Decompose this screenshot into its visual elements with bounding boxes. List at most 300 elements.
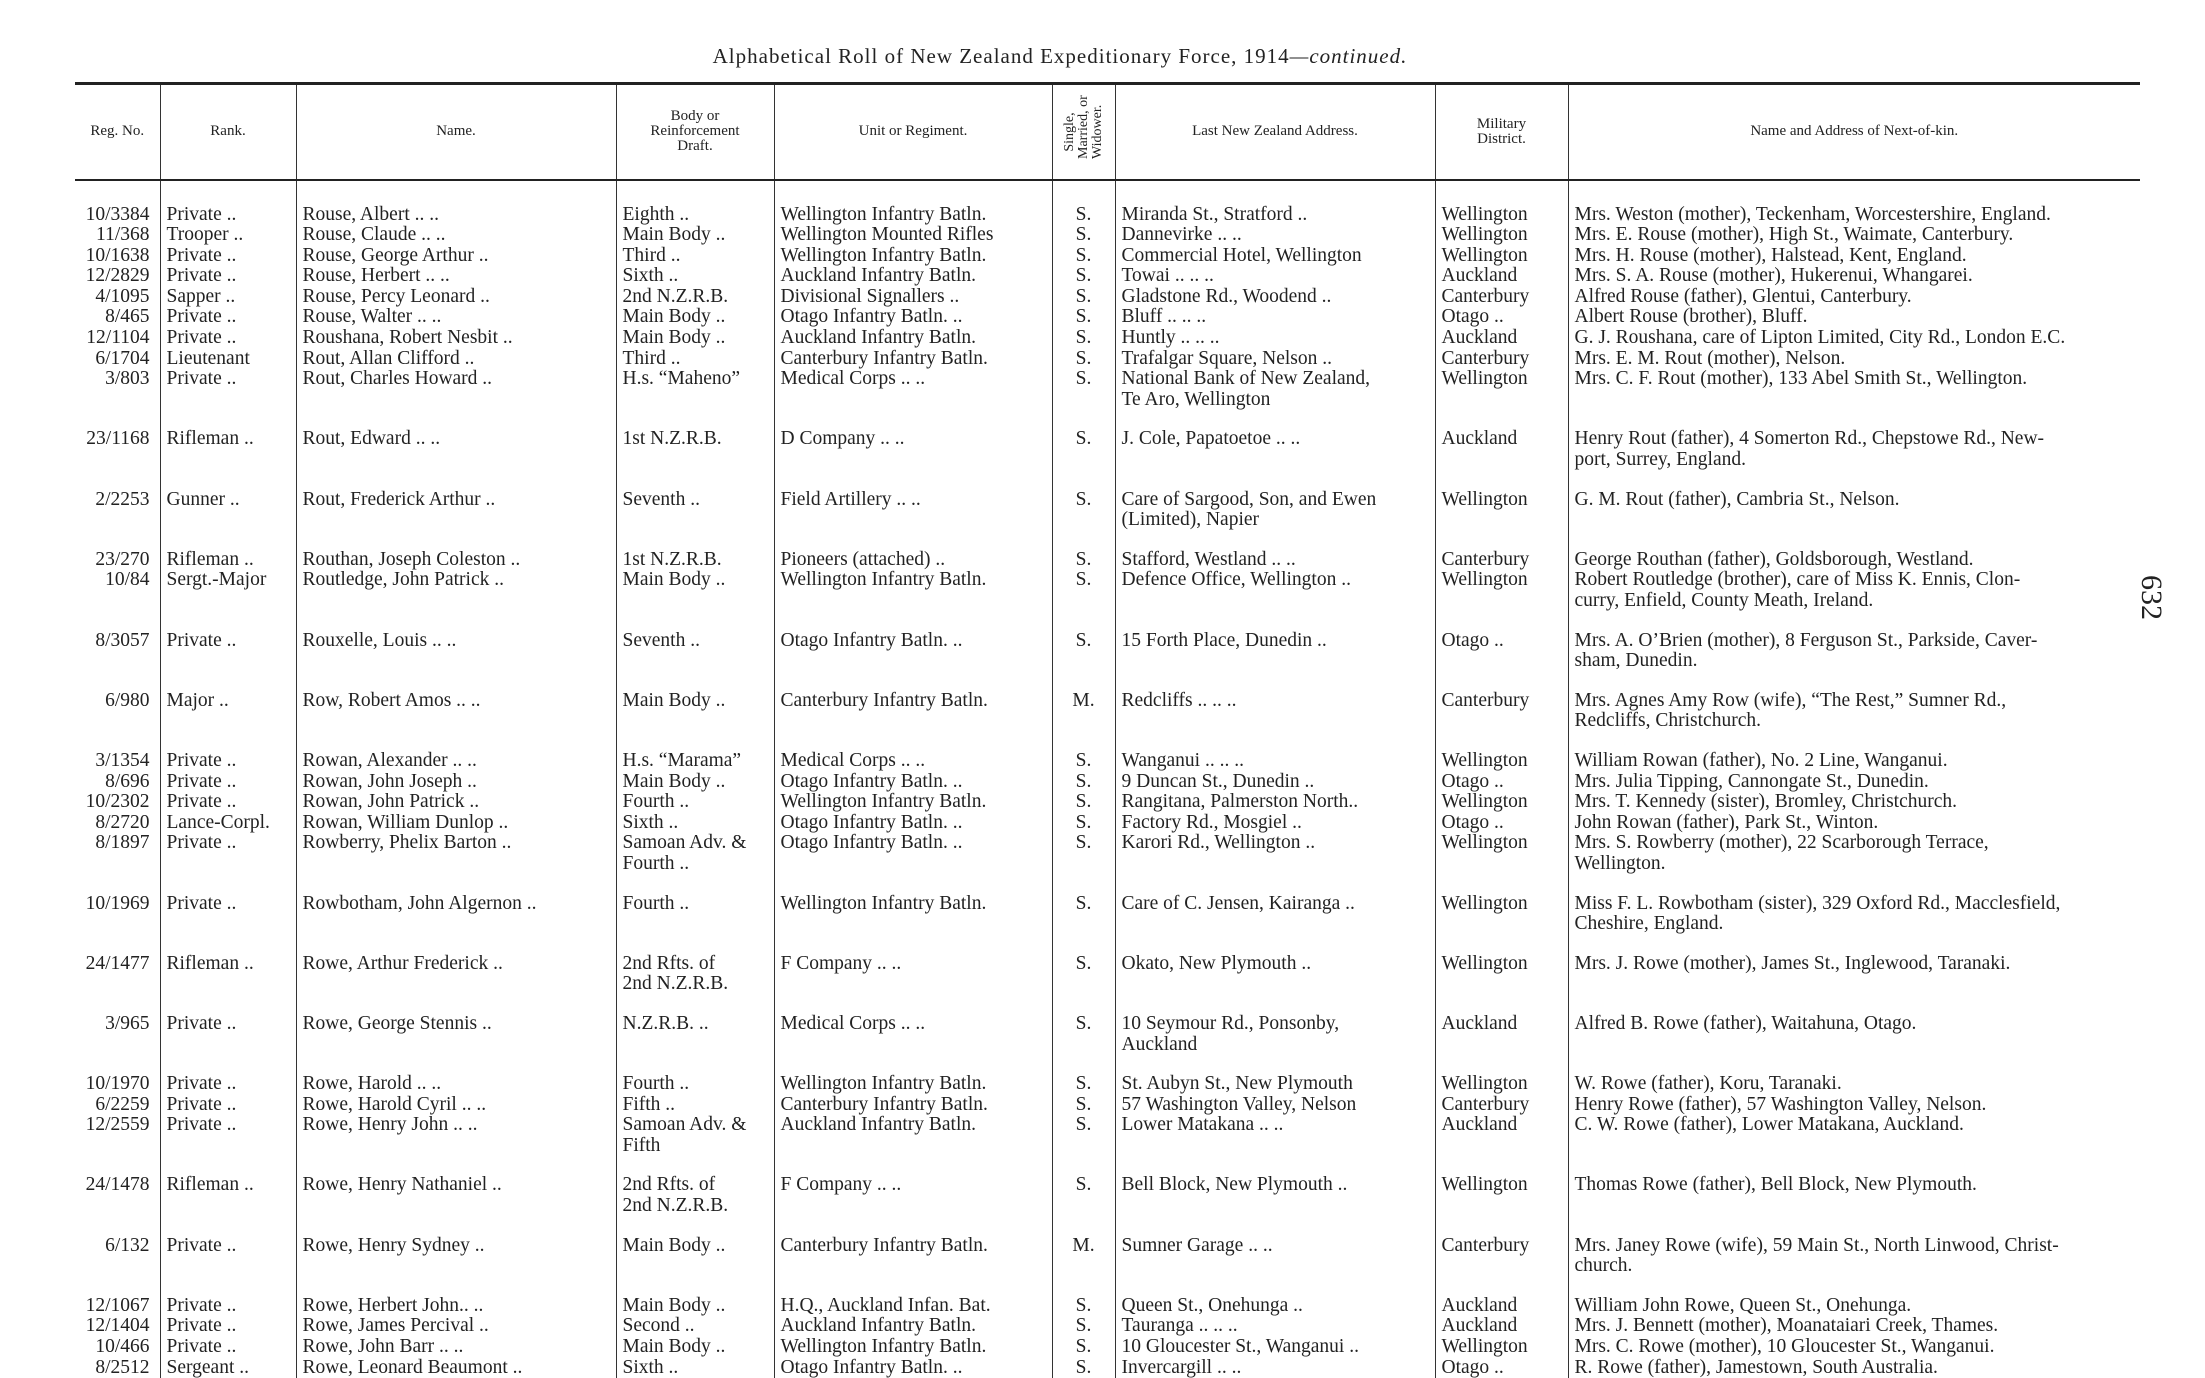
cell-reg-no: 6/1704 [75,349,160,370]
cell-next-of-kin: Mrs. A. O’Brien (mother), 8 Ferguson St., Parkside, Caver- sham, Dunedin. [1568,612,2140,672]
cell-unit: Field Artillery .. .. [774,471,1052,531]
cell-district: Wellington [1435,1337,1568,1358]
cell-reg-no: 6/132 [75,1217,160,1277]
table-row [75,792,2140,813]
cell-reg-no: 3/1354 [75,732,160,772]
cell-district: Wellington [1435,1055,1568,1095]
cell-name: Routledge, John Patrick .. [296,570,616,611]
cell-name: Rowe, Herbert John.. .. [296,1277,616,1317]
cell-next-of-kin: Henry Rowe (father), 57 Washington Valley, Nelson. [1568,1095,2140,1116]
table-row [75,995,2140,1055]
cell-draft: Main Body .. [616,772,774,793]
cell-district: Wellington [1435,570,1568,611]
cell-status: S. [1052,349,1115,370]
cell-name: Rowe, John Barr .. .. [296,1337,616,1358]
cell-unit: Otago Infantry Batln. .. [774,1358,1052,1378]
cell-district: Canterbury [1435,672,1568,732]
table-row [75,328,2140,349]
cell-district: Canterbury [1435,1217,1568,1277]
cell-rank: Lance-Corpl. [160,813,296,834]
cell-unit: D Company .. .. [774,410,1052,470]
cell-name: Rowe, Henry Nathaniel .. [296,1156,616,1216]
cell-next-of-kin: Mrs. Weston (mother), Teckenham, Worcestershire, England. [1568,180,2140,226]
cell-status: S. [1052,1115,1115,1156]
cell-reg-no: 8/696 [75,772,160,793]
cell-status: S. [1052,225,1115,246]
cell-status: S. [1052,471,1115,531]
cell-address: 9 Duncan St., Dunedin .. [1115,772,1435,793]
cell-rank: Private .. [160,833,296,874]
cell-draft: Main Body .. [616,672,774,732]
cell-name: Rout, Allan Clifford .. [296,349,616,370]
cell-status: S. [1052,328,1115,349]
cell-district: Wellington [1435,875,1568,935]
cell-draft: Second .. [616,1316,774,1337]
cell-rank: Private .. [160,266,296,287]
cell-rank: Rifleman .. [160,935,296,995]
cell-draft: Samoan Adv. & Fifth [616,1115,774,1156]
table-row [75,410,2140,470]
table-row [75,369,2140,410]
col-header-name: Name. [296,84,616,180]
cell-district: Canterbury [1435,1095,1568,1116]
cell-next-of-kin: Mrs. S. A. Rouse (mother), Hukerenui, Whangarei. [1568,266,2140,287]
cell-name: Rout, Edward .. .. [296,410,616,470]
cell-name: Rowe, Henry John .. .. [296,1115,616,1156]
cell-status: S. [1052,792,1115,813]
cell-status: S. [1052,410,1115,470]
col-header-draft [616,84,774,180]
cell-next-of-kin: Mrs. H. Rouse (mother), Halstead, Kent, England. [1568,246,2140,267]
col-header-address: Last New Zealand Address. [1115,84,1435,180]
table-row [75,875,2140,935]
cell-address: Sumner Garage .. .. [1115,1217,1435,1277]
cell-rank: Private .. [160,1337,296,1358]
cell-unit: Wellington Infantry Batln. [774,1337,1052,1358]
cell-address: Huntly .. .. .. [1115,328,1435,349]
cell-next-of-kin: Mrs. Agnes Amy Row (wife), “The Rest,” Sumner Rd., Redcliffs, Christchurch. [1568,672,2140,732]
cell-address: Miranda St., Stratford .. [1115,180,1435,226]
cell-district: Auckland [1435,1277,1568,1317]
cell-rank: Private .. [160,612,296,672]
cell-unit: F Company .. .. [774,1156,1052,1216]
cell-draft: Fifth .. [616,1095,774,1116]
cell-next-of-kin: George Routhan (father), Goldsborough, Westland. [1568,531,2140,571]
cell-next-of-kin: Mrs. T. Kennedy (sister), Bromley, Christchurch. [1568,792,2140,813]
cell-district: Wellington [1435,180,1568,226]
table-row [75,672,2140,732]
cell-draft: Fourth .. [616,875,774,935]
cell-unit: Canterbury Infantry Batln. [774,672,1052,732]
cell-draft: 2nd Rfts. of 2nd N.Z.R.B. [616,1156,774,1216]
cell-district: Auckland [1435,328,1568,349]
table-row [75,732,2140,772]
cell-draft: Sixth .. [616,813,774,834]
page-number: 632 [2134,575,2168,620]
cell-draft: Sixth .. [616,266,774,287]
cell-status: S. [1052,287,1115,308]
cell-status: S. [1052,570,1115,611]
cell-rank: Gunner .. [160,471,296,531]
cell-district: Otago .. [1435,1358,1568,1378]
cell-unit: H.Q., Auckland Infan. Bat. [774,1277,1052,1317]
cell-status: M. [1052,1217,1115,1277]
cell-address: Lower Matakana .. .. [1115,1115,1435,1156]
cell-draft: Fourth .. [616,1055,774,1095]
cell-reg-no: 10/466 [75,1337,160,1358]
cell-reg-no: 10/2302 [75,792,160,813]
table-row [75,307,2140,328]
cell-name: Rouse, Claude .. .. [296,225,616,246]
cell-address: Stafford, Westland .. .. [1115,531,1435,571]
cell-unit: Wellington Infantry Batln. [774,1055,1052,1095]
cell-address: Bell Block, New Plymouth .. [1115,1156,1435,1216]
cell-rank: Sergeant .. [160,1358,296,1378]
cell-unit: Auckland Infantry Batln. [774,1115,1052,1156]
cell-address: Gladstone Rd., Woodend .. [1115,287,1435,308]
cell-draft: Third .. [616,349,774,370]
cell-unit: Auckland Infantry Batln. [774,328,1052,349]
cell-reg-no: 10/1970 [75,1055,160,1095]
cell-name: Rowe, Arthur Frederick .. [296,935,616,995]
cell-next-of-kin: Henry Rout (father), 4 Somerton Rd., Chepstowe Rd., New- port, Surrey, England. [1568,410,2140,470]
cell-next-of-kin: R. Rowe (father), Jamestown, South Australia. [1568,1358,2140,1378]
cell-reg-no: 8/465 [75,307,160,328]
cell-status: S. [1052,246,1115,267]
table-row [75,246,2140,267]
cell-reg-no: 3/965 [75,995,160,1055]
table-row [75,1316,2140,1337]
cell-status: S. [1052,813,1115,834]
cell-draft: Seventh .. [616,612,774,672]
cell-next-of-kin: Mrs. J. Rowe (mother), James St., Inglewood, Taranaki. [1568,935,2140,995]
cell-district: Otago .. [1435,813,1568,834]
cell-draft: Sixth .. [616,1358,774,1378]
cell-reg-no: 23/270 [75,531,160,571]
cell-reg-no: 12/2829 [75,266,160,287]
col-header-next-of-kin: Name and Address of Next-of-kin. [1568,84,2140,180]
cell-draft: H.s. “Marama” [616,732,774,772]
table-row [75,1115,2140,1156]
roll-table-container [75,82,2140,1378]
col-header-district-text: Military District. [1440,117,1564,147]
cell-reg-no: 12/2559 [75,1115,160,1156]
cell-rank: Rifleman .. [160,410,296,470]
cell-unit: Auckland Infantry Batln. [774,1316,1052,1337]
cell-next-of-kin: Miss F. L. Rowbotham (sister), 329 Oxford Rd., Macclesfield, Cheshire, England. [1568,875,2140,935]
cell-next-of-kin: W. Rowe (father), Koru, Taranaki. [1568,1055,2140,1095]
cell-rank: Private .. [160,180,296,226]
cell-next-of-kin: Robert Routledge (brother), care of Miss K. Ennis, Clon- curry, Enfield, County Meath, Ireland. [1568,570,2140,611]
table-row [75,180,2140,226]
cell-name: Rouse, Walter .. .. [296,307,616,328]
table-row [75,833,2140,874]
cell-name: Rowan, Alexander .. .. [296,732,616,772]
table-row [75,813,2140,834]
cell-name: Rowbotham, John Algernon .. [296,875,616,935]
cell-unit: Wellington Infantry Batln. [774,792,1052,813]
cell-name: Rowe, Henry Sydney .. [296,1217,616,1277]
cell-rank: Lieutenant [160,349,296,370]
cell-name: Roushana, Robert Nesbit .. [296,328,616,349]
cell-unit: Otago Infantry Batln. .. [774,833,1052,874]
cell-name: Rouse, George Arthur .. [296,246,616,267]
cell-reg-no: 12/1067 [75,1277,160,1317]
cell-district: Otago .. [1435,307,1568,328]
cell-next-of-kin: William Rowan (father), No. 2 Line, Wanganui. [1568,732,2140,772]
cell-reg-no: 12/1104 [75,328,160,349]
cell-address: 10 Seymour Rd., Ponsonby, Auckland [1115,995,1435,1055]
cell-address: Invercargill .. .. [1115,1358,1435,1378]
cell-rank: Private .. [160,369,296,410]
table-row [75,1095,2140,1116]
cell-next-of-kin: G. J. Roushana, care of Lipton Limited, City Rd., London E.C. [1568,328,2140,349]
col-header-district [1435,84,1568,180]
cell-unit: Wellington Infantry Batln. [774,246,1052,267]
cell-name: Row, Robert Amos .. .. [296,672,616,732]
cell-reg-no: 2/2253 [75,471,160,531]
cell-unit: Medical Corps .. .. [774,995,1052,1055]
cell-unit: Medical Corps .. .. [774,732,1052,772]
table-row [75,1156,2140,1216]
cell-district: Canterbury [1435,531,1568,571]
cell-status: S. [1052,369,1115,410]
cell-rank: Rifleman .. [160,531,296,571]
cell-status: S. [1052,772,1115,793]
cell-unit: Otago Infantry Batln. .. [774,307,1052,328]
cell-address: Dannevirke .. .. [1115,225,1435,246]
cell-status: S. [1052,935,1115,995]
cell-draft: N.Z.R.B. .. [616,995,774,1055]
cell-address: Trafalgar Square, Nelson .. [1115,349,1435,370]
cell-address: Care of C. Jensen, Kairanga .. [1115,875,1435,935]
cell-draft: Main Body .. [616,307,774,328]
cell-next-of-kin: William John Rowe, Queen St., Onehunga. [1568,1277,2140,1317]
cell-district: Wellington [1435,225,1568,246]
cell-status: S. [1052,1277,1115,1317]
cell-rank: Private .. [160,328,296,349]
cell-draft: 1st N.Z.R.B. [616,531,774,571]
cell-next-of-kin: Mrs. S. Rowberry (mother), 22 Scarborough Terrace, Wellington. [1568,833,2140,874]
cell-draft: H.s. “Maheno” [616,369,774,410]
cell-unit: Canterbury Infantry Batln. [774,1095,1052,1116]
cell-status: S. [1052,531,1115,571]
table-row [75,349,2140,370]
cell-status: S. [1052,1337,1115,1358]
cell-status: S. [1052,833,1115,874]
cell-status: S. [1052,180,1115,226]
cell-district: Auckland [1435,1316,1568,1337]
cell-reg-no: 8/2720 [75,813,160,834]
cell-draft: 2nd N.Z.R.B. [616,287,774,308]
cell-name: Rowe, George Stennis .. [296,995,616,1055]
cell-rank: Private .. [160,1277,296,1317]
cell-unit: Pioneers (attached) .. [774,531,1052,571]
cell-status: S. [1052,995,1115,1055]
cell-district: Auckland [1435,410,1568,470]
cell-name: Rowberry, Phelix Barton .. [296,833,616,874]
cell-name: Routhan, Joseph Coleston .. [296,531,616,571]
cell-name: Rouse, Albert .. .. [296,180,616,226]
cell-address: Redcliffs .. .. .. [1115,672,1435,732]
cell-status: S. [1052,1055,1115,1095]
cell-rank: Trooper .. [160,225,296,246]
cell-name: Rowe, Harold Cyril .. .. [296,1095,616,1116]
cell-rank: Sapper .. [160,287,296,308]
cell-status: S. [1052,732,1115,772]
cell-name: Rowan, John Joseph .. [296,772,616,793]
cell-address: Bluff .. .. .. [1115,307,1435,328]
table-row [75,612,2140,672]
cell-address: Wanganui .. .. .. [1115,732,1435,772]
cell-address: Commercial Hotel, Wellington [1115,246,1435,267]
cell-next-of-kin: Alfred Rouse (father), Glentui, Canterbury. [1568,287,2140,308]
cell-rank: Private .. [160,1316,296,1337]
roll-table [75,82,2140,1378]
cell-unit: Wellington Infantry Batln. [774,570,1052,611]
cell-reg-no: 24/1478 [75,1156,160,1216]
col-header-status [1052,84,1115,180]
table-row [75,1337,2140,1358]
cell-status: S. [1052,1156,1115,1216]
table-row [75,772,2140,793]
cell-reg-no: 6/2259 [75,1095,160,1116]
cell-name: Rowan, William Dunlop .. [296,813,616,834]
cell-district: Canterbury [1435,287,1568,308]
cell-status: S. [1052,1095,1115,1116]
cell-reg-no: 23/1168 [75,410,160,470]
cell-name: Rouse, Percy Leonard .. [296,287,616,308]
cell-status: S. [1052,307,1115,328]
cell-address: National Bank of New Zealand, Te Aro, Wellington [1115,369,1435,410]
cell-next-of-kin: G. M. Rout (father), Cambria St., Nelson. [1568,471,2140,531]
cell-rank: Private .. [160,1115,296,1156]
cell-district: Otago .. [1435,612,1568,672]
page-title [0,44,2120,69]
cell-reg-no: 4/1095 [75,287,160,308]
cell-unit: Otago Infantry Batln. .. [774,612,1052,672]
cell-district: Wellington [1435,935,1568,995]
table-row [75,570,2140,611]
cell-address: J. Cole, Papatoetoe .. .. [1115,410,1435,470]
cell-rank: Private .. [160,875,296,935]
table-row [75,225,2140,246]
cell-name: Rout, Frederick Arthur .. [296,471,616,531]
cell-draft: Main Body .. [616,1337,774,1358]
col-header-rank: Rank. [160,84,296,180]
table-row [75,1277,2140,1317]
cell-rank: Private .. [160,732,296,772]
cell-district: Wellington [1435,732,1568,772]
cell-rank: Sergt.-Major [160,570,296,611]
cell-status: S. [1052,266,1115,287]
cell-district: Wellington [1435,369,1568,410]
cell-reg-no: 3/803 [75,369,160,410]
cell-district: Wellington [1435,471,1568,531]
cell-unit: F Company .. .. [774,935,1052,995]
cell-unit: Wellington Infantry Batln. [774,180,1052,226]
cell-address: Defence Office, Wellington .. [1115,570,1435,611]
cell-next-of-kin: John Rowan (father), Park St., Winton. [1568,813,2140,834]
cell-draft: Samoan Adv. & Fourth .. [616,833,774,874]
cell-district: Wellington [1435,1156,1568,1216]
cell-draft: Main Body .. [616,1217,774,1277]
cell-next-of-kin: Thomas Rowe (father), Bell Block, New Plymouth. [1568,1156,2140,1216]
cell-rank: Major .. [160,672,296,732]
cell-reg-no: 6/980 [75,672,160,732]
table-header-row [75,84,2140,180]
cell-address: Rangitana, Palmerston North.. [1115,792,1435,813]
cell-reg-no: 10/1969 [75,875,160,935]
cell-next-of-kin: Mrs. C. Rowe (mother), 10 Gloucester St., Wanganui. [1568,1337,2140,1358]
cell-reg-no: 10/1638 [75,246,160,267]
col-header-status-text: Single, Married, or Widower. [1063,105,1105,159]
page-title-text: Alphabetical Roll of New Zealand Expeditionary Force, 1914 [713,44,1290,68]
table-row [75,471,2140,531]
table-row [75,266,2140,287]
cell-district: Wellington [1435,792,1568,813]
cell-next-of-kin: C. W. Rowe (father), Lower Matakana, Auckland. [1568,1115,2140,1156]
cell-draft: Main Body .. [616,328,774,349]
cell-unit: Medical Corps .. .. [774,369,1052,410]
cell-unit: Wellington Infantry Batln. [774,875,1052,935]
cell-draft: Fourth .. [616,792,774,813]
cell-rank: Private .. [160,307,296,328]
cell-rank: Private .. [160,246,296,267]
cell-reg-no: 8/1897 [75,833,160,874]
cell-draft: Third .. [616,246,774,267]
cell-rank: Private .. [160,772,296,793]
cell-reg-no: 24/1477 [75,935,160,995]
roll-table-body [75,180,2140,1378]
cell-draft: Main Body .. [616,1277,774,1317]
cell-unit: Canterbury Infantry Batln. [774,1217,1052,1277]
cell-district: Auckland [1435,266,1568,287]
cell-unit: Otago Infantry Batln. .. [774,772,1052,793]
cell-draft: Eighth .. [616,180,774,226]
cell-address: 10 Gloucester St., Wanganui .. [1115,1337,1435,1358]
cell-address: Care of Sargood, Son, and Ewen (Limited), Napier [1115,471,1435,531]
cell-address: 57 Washington Valley, Nelson [1115,1095,1435,1116]
cell-next-of-kin: Alfred B. Rowe (father), Waitahuna, Otago. [1568,995,2140,1055]
cell-draft: Main Body .. [616,570,774,611]
cell-reg-no: 11/368 [75,225,160,246]
cell-next-of-kin: Mrs. Janey Rowe (wife), 59 Main St., North Linwood, Christ- church. [1568,1217,2140,1277]
cell-address: Tauranga .. .. .. [1115,1316,1435,1337]
cell-status: M. [1052,672,1115,732]
cell-status: S. [1052,875,1115,935]
cell-name: Rouxelle, Louis .. .. [296,612,616,672]
table-row [75,531,2140,571]
cell-district: Auckland [1435,995,1568,1055]
cell-district: Auckland [1435,1115,1568,1156]
cell-rank: Private .. [160,1055,296,1095]
cell-rank: Rifleman .. [160,1156,296,1216]
cell-draft: Seventh .. [616,471,774,531]
cell-reg-no: 10/3384 [75,180,160,226]
cell-name: Rowe, Leonard Beaumont .. [296,1358,616,1378]
cell-next-of-kin: Mrs. E. M. Rout (mother), Nelson. [1568,349,2140,370]
page-title-continued: —continued. [1290,44,1408,68]
cell-address: 15 Forth Place, Dunedin .. [1115,612,1435,672]
table-row [75,1358,2140,1378]
cell-reg-no: 12/1404 [75,1316,160,1337]
cell-unit: Divisional Signallers .. [774,287,1052,308]
cell-address: Karori Rd., Wellington .. [1115,833,1435,874]
cell-address: St. Aubyn St., New Plymouth [1115,1055,1435,1095]
cell-next-of-kin: Albert Rouse (brother), Bluff. [1568,307,2140,328]
cell-rank: Private .. [160,995,296,1055]
